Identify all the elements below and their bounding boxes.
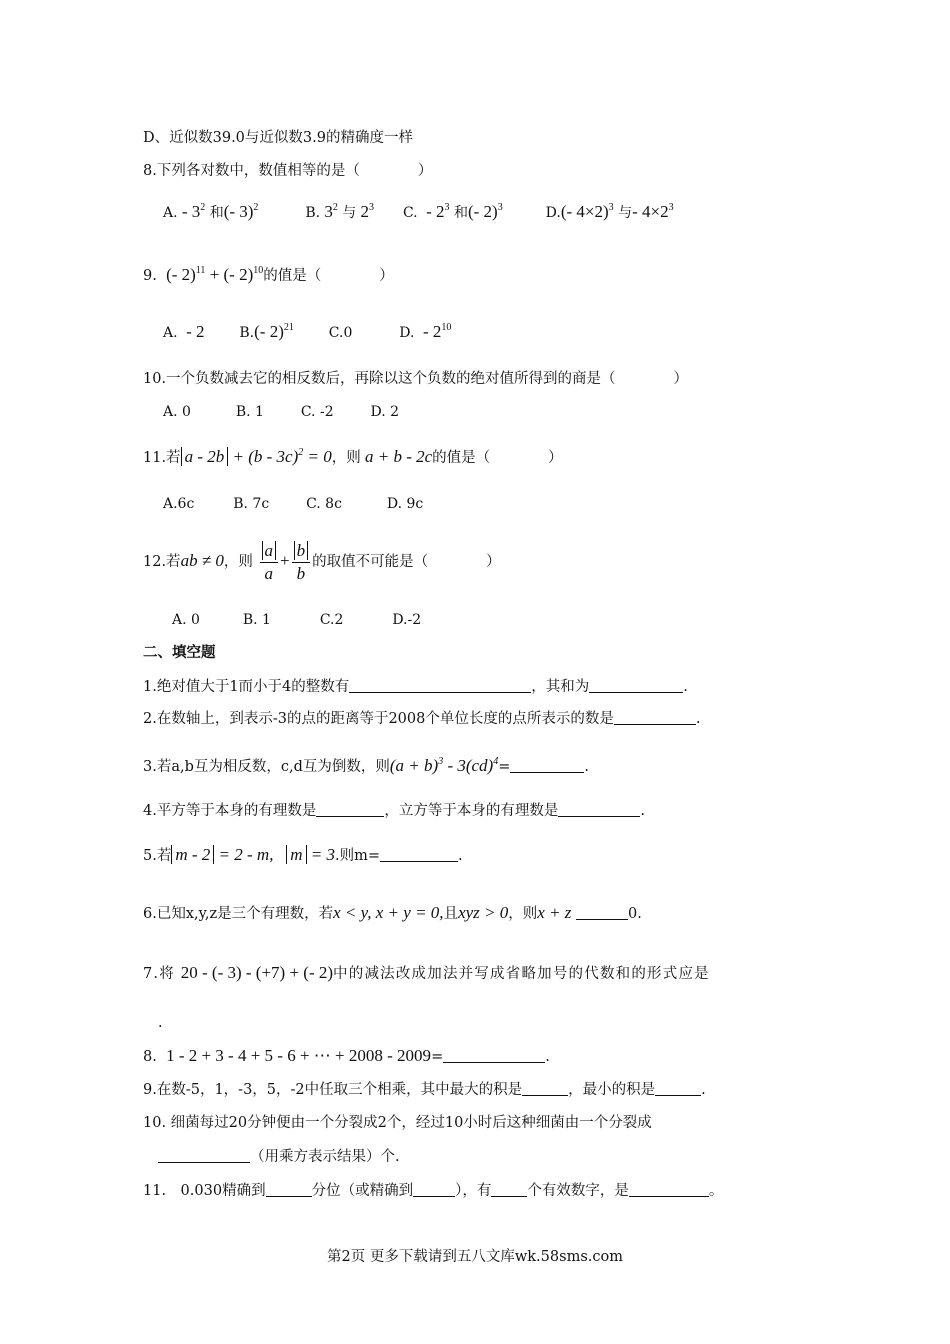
fill-6: 6.已知x,y,z是三个有理数，若x < y, x + y = 0,且xyz > 0，则x + z 0. xyxy=(143,903,642,922)
q10-stem: 10.一个负数减去它的相反数后，再除以这个负数的绝对值所得到的商是（ ） xyxy=(143,371,689,387)
fill-5: 5.若 m - 2 = 2 - m, m = 3.则m= . xyxy=(143,845,463,864)
q9-options: A. - 2 B.(- 2)$^{21}$ C.0 D. - $2^{10}$ xyxy=(163,322,452,341)
fraction-abs-b-over-b: $\frac{b}{b}$ xyxy=(292,540,311,585)
q12-stem: 12.若ab ≠ 0，则 $\frac{a}{a}$ + $\frac{b}{b}$ 的取值不可能是（ ） xyxy=(143,540,501,583)
fill-8: 8. 1 - 2 + 3 - 4 + 5 - 6 + ⋯ + 2008 - 2009= . xyxy=(143,1046,550,1065)
q12-options: A. 0 B. 1 C.2 D.-2 xyxy=(172,612,422,628)
answer-blank[interactable] xyxy=(316,801,384,817)
answer-blank[interactable] xyxy=(158,1147,250,1163)
fill-2: 2.在数轴上，到表示-3的点的距离等于2008个单位长度的点所表示的数是 . xyxy=(143,711,701,727)
answer-blank[interactable] xyxy=(443,1047,545,1063)
fill-7-end: . xyxy=(158,1015,163,1031)
q8-options: A. - $3^2$ 和(- 3)$^2$ B. $3^2$ 与 $2^3$ C. - $2^3$ 和(- 2)$^3$ D.(- 4×2)$^3$ 与- $4\times 2^3$ xyxy=(163,202,674,221)
q11-stem: 11.若 a - 2b + (b - 3c)$^2$ = 0，则 a + b - 2c的值是（ ） xyxy=(143,447,563,466)
q9-stem: 9. (- 2)$^{11}$ + (- 2)$^{10}$的值是（ ） xyxy=(143,265,394,284)
q7-option-d: D、近似数39.0与近似数3.9的精确度一样 xyxy=(143,130,413,146)
answer-blank[interactable] xyxy=(522,1080,568,1096)
fill-10-cont: （用乘方表示结果）个. xyxy=(158,1147,400,1167)
q8-stem: 8.下列各对数中，数值相等的是（ ） xyxy=(143,163,433,179)
answer-blank[interactable] xyxy=(614,709,696,725)
q10-options: A. 0 B. 1 C. -2 D. 2 xyxy=(163,404,400,420)
answer-blank[interactable] xyxy=(510,757,584,773)
answer-blank[interactable] xyxy=(413,1181,455,1197)
fill-10: 10. 细菌每过20分钟便由一个分裂成2个，经过10小时后这种细菌由一个分裂成 xyxy=(143,1115,652,1131)
answer-blank[interactable] xyxy=(491,1181,527,1197)
answer-blank[interactable] xyxy=(629,1181,709,1197)
fill-9: 9.在数-5，1，-3，5，-2中任取三个相乘，其中最大的积是 ，最小的积是 . xyxy=(143,1082,706,1098)
answer-blank[interactable] xyxy=(558,801,640,817)
q11-options: A.6c B. 7c C. 8c D. 9c xyxy=(163,496,424,512)
fill-1: 1.绝对值大于1而小于4的整数有 ，其和为 . xyxy=(143,679,688,695)
fraction-abs-a-over-a: $\frac{a}{a}$ xyxy=(260,540,279,585)
fill-4: 4.平方等于本身的有理数是 ，立方等于本身的有理数是 . xyxy=(143,803,645,819)
page-footer: 第2页 更多下载请到五八文库wk.58sms.com xyxy=(327,1249,623,1265)
answer-blank[interactable] xyxy=(655,1080,701,1096)
answer-blank[interactable] xyxy=(589,677,683,693)
answer-blank[interactable] xyxy=(266,1181,312,1197)
answer-blank[interactable] xyxy=(349,677,531,693)
answer-blank[interactable] xyxy=(576,904,628,920)
fill-7: 7.将 20 - (- 3) - (+7) + (- 2)中的减法改成加法并写成省略加号的代数和的形式应是 xyxy=(143,963,710,982)
answer-blank[interactable] xyxy=(380,846,458,862)
fill-3: 3.若a,b互为相反数，c,d互为倒数，则$(a + b)^3 - 3(cd)^4=$ . xyxy=(143,756,589,775)
fill-11: 11. 0.030精确到 分位（或精确到 ），有 个有效数字，是 。 xyxy=(143,1183,724,1199)
section-heading: 二、填空题 xyxy=(143,645,216,661)
